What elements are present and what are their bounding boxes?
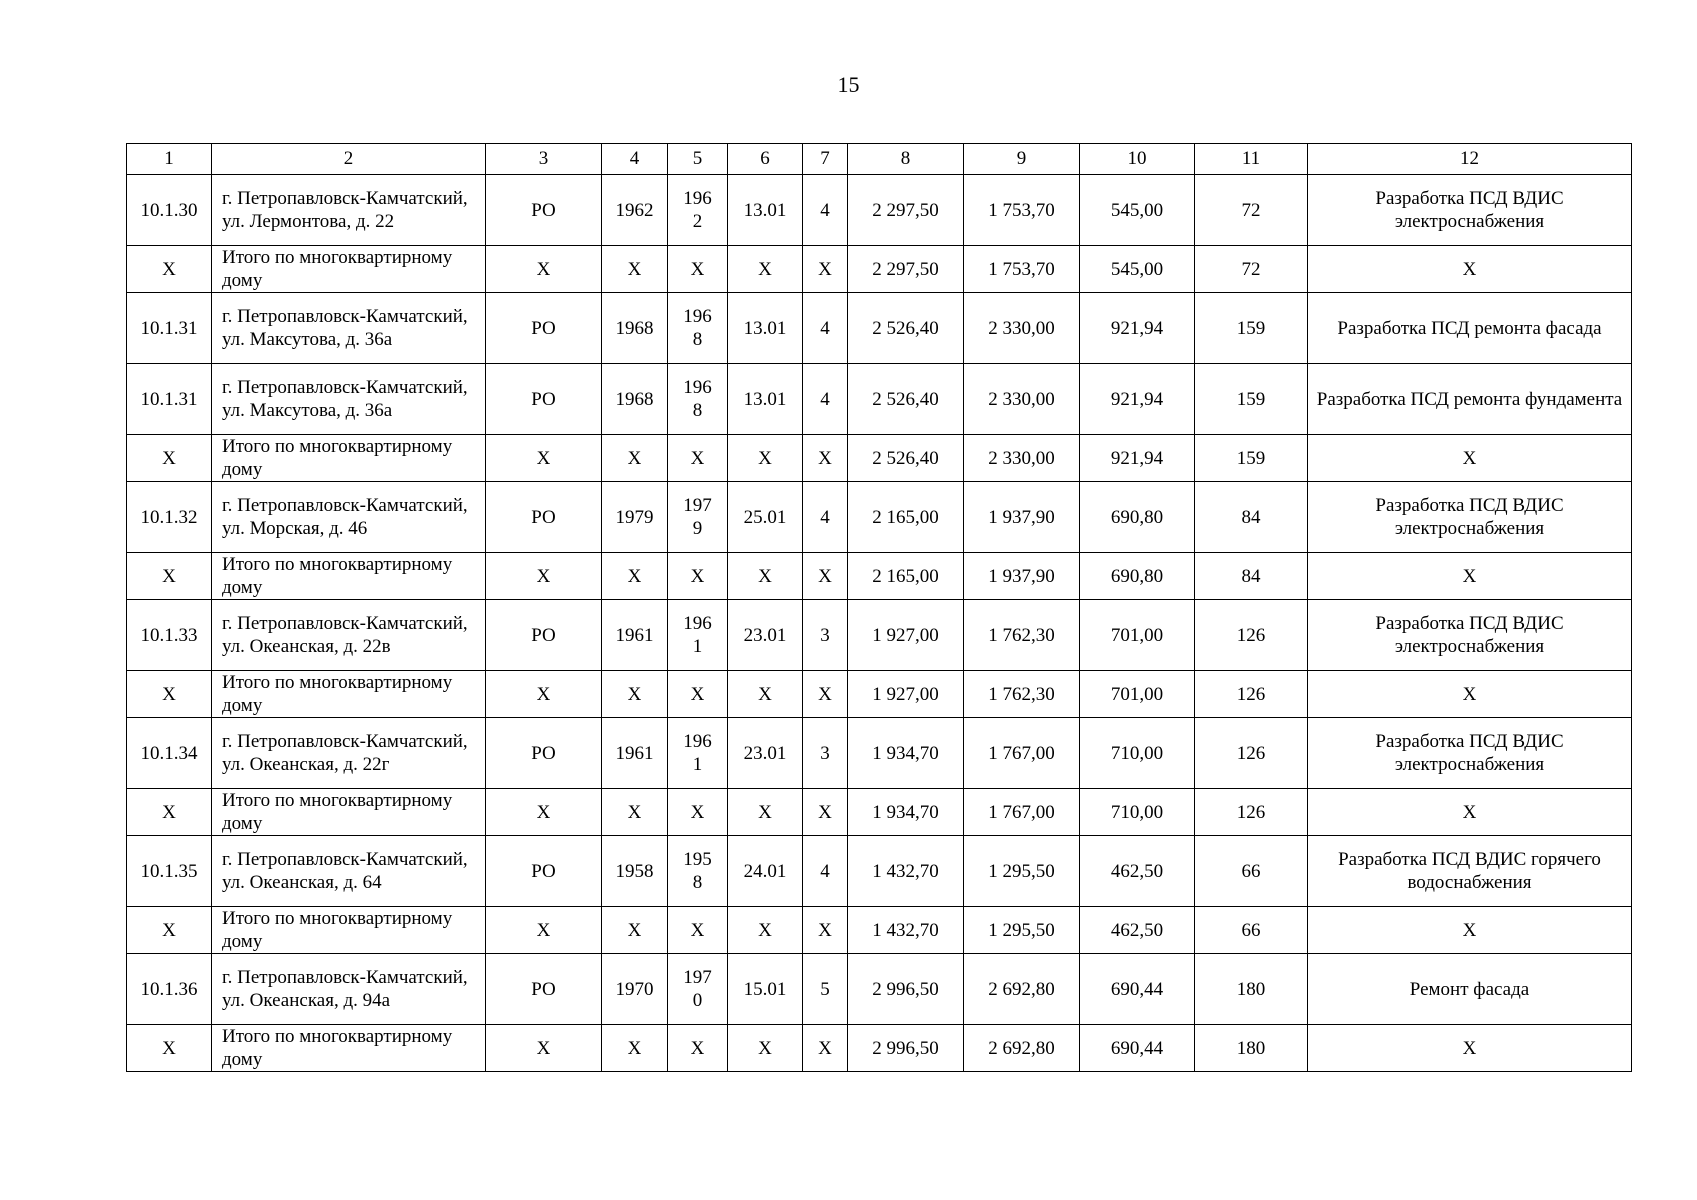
floors-cell: Х <box>803 907 848 954</box>
nonliving-area-cell: 710,00 <box>1080 789 1195 836</box>
nonliving-area-cell: 690,80 <box>1080 553 1195 600</box>
nonliving-area-cell: 462,50 <box>1080 907 1195 954</box>
floors-cell: Х <box>803 1025 848 1072</box>
floors-cell: 5 <box>803 954 848 1025</box>
nonliving-area-cell: 690,80 <box>1080 482 1195 553</box>
nonliving-area-cell: 921,94 <box>1080 293 1195 364</box>
work-type-cell: Разработка ПСД ВДИС электроснабжения <box>1308 175 1632 246</box>
owner-type-cell: РО <box>486 482 602 553</box>
code-cell: Х <box>728 435 803 482</box>
code-cell: 13.01 <box>728 364 803 435</box>
total-area-cell: 1 934,70 <box>848 718 964 789</box>
floors-cell: Х <box>803 553 848 600</box>
item-number-cell: Х <box>127 553 212 600</box>
year-commissioned-cell: 196 1 <box>668 718 728 789</box>
living-area-cell: 2 330,00 <box>964 293 1080 364</box>
table-row <box>127 482 1632 553</box>
subtotal-row <box>127 435 1632 482</box>
total-area-cell: 2 526,40 <box>848 435 964 482</box>
nonliving-area-cell: 710,00 <box>1080 718 1195 789</box>
nonliving-area-cell: 921,94 <box>1080 435 1195 482</box>
residents-cell: 126 <box>1195 671 1308 718</box>
year-built-cell: 1968 <box>602 293 668 364</box>
floors-cell: 4 <box>803 293 848 364</box>
address-cell: г. Петропавловск-Камчатский, ул. Океанская, д. 64 <box>212 836 486 907</box>
floors-cell: 4 <box>803 836 848 907</box>
total-area-cell: 1 927,00 <box>848 671 964 718</box>
code-cell: 13.01 <box>728 175 803 246</box>
work-type-cell: Разработка ПСД ремонта фундамента <box>1308 364 1632 435</box>
work-type-cell: Разработка ПСД ремонта фасада <box>1308 293 1632 364</box>
total-area-cell: 2 297,50 <box>848 175 964 246</box>
year-commissioned-cell: 197 0 <box>668 954 728 1025</box>
year-built-cell: Х <box>602 907 668 954</box>
work-type-cell: Х <box>1308 435 1632 482</box>
residents-cell: 159 <box>1195 435 1308 482</box>
nonliving-area-cell: 690,44 <box>1080 1025 1195 1072</box>
total-area-cell: 1 432,70 <box>848 907 964 954</box>
floors-cell: Х <box>803 435 848 482</box>
item-number-cell: 10.1.31 <box>127 293 212 364</box>
address-cell: Итого по многоквартирному дому <box>212 435 486 482</box>
code-cell: 23.01 <box>728 718 803 789</box>
code-cell: 24.01 <box>728 836 803 907</box>
work-type-cell: Х <box>1308 1025 1632 1072</box>
table-row <box>127 600 1632 671</box>
floors-cell: 3 <box>803 718 848 789</box>
owner-type-cell: РО <box>486 954 602 1025</box>
year-built-cell: 1961 <box>602 600 668 671</box>
work-type-cell: Х <box>1308 246 1632 293</box>
column-header: 4 <box>602 144 668 175</box>
year-built-cell: Х <box>602 553 668 600</box>
column-header: 6 <box>728 144 803 175</box>
code-cell: Х <box>728 907 803 954</box>
year-built-cell: Х <box>602 789 668 836</box>
address-cell: г. Петропавловск-Камчатский, ул. Океанская, д. 94а <box>212 954 486 1025</box>
residents-cell: 72 <box>1195 246 1308 293</box>
living-area-cell: 2 692,80 <box>964 954 1080 1025</box>
floors-cell: 4 <box>803 482 848 553</box>
nonliving-area-cell: 462,50 <box>1080 836 1195 907</box>
address-cell: Итого по многоквартирному дому <box>212 553 486 600</box>
nonliving-area-cell: 545,00 <box>1080 175 1195 246</box>
living-area-cell: 1 937,90 <box>964 553 1080 600</box>
total-area-cell: 2 526,40 <box>848 293 964 364</box>
year-commissioned-cell: Х <box>668 789 728 836</box>
total-area-cell: 2 297,50 <box>848 246 964 293</box>
year-built-cell: 1970 <box>602 954 668 1025</box>
address-cell: г. Петропавловск-Камчатский, ул. Морская, д. 46 <box>212 482 486 553</box>
item-number-cell: Х <box>127 907 212 954</box>
address-cell: Итого по многоквартирному дому <box>212 907 486 954</box>
residents-cell: 126 <box>1195 718 1308 789</box>
address-cell: г. Петропавловск-Камчатский, ул. Максутова, д. 36а <box>212 364 486 435</box>
living-area-cell: 1 753,70 <box>964 246 1080 293</box>
column-header: 3 <box>486 144 602 175</box>
table-row <box>127 293 1632 364</box>
year-commissioned-cell: 196 2 <box>668 175 728 246</box>
housing-register-table <box>126 143 1632 1072</box>
living-area-cell: 1 762,30 <box>964 600 1080 671</box>
residents-cell: 159 <box>1195 293 1308 364</box>
address-cell: Итого по многоквартирному дому <box>212 671 486 718</box>
work-type-cell: Х <box>1308 553 1632 600</box>
column-number-row <box>127 144 1632 175</box>
address-cell: Итого по многоквартирному дому <box>212 789 486 836</box>
year-commissioned-cell: 196 8 <box>668 293 728 364</box>
owner-type-cell: РО <box>486 600 602 671</box>
living-area-cell: 2 330,00 <box>964 435 1080 482</box>
total-area-cell: 2 165,00 <box>848 482 964 553</box>
code-cell: 25.01 <box>728 482 803 553</box>
table-row <box>127 175 1632 246</box>
year-built-cell: 1958 <box>602 836 668 907</box>
nonliving-area-cell: 701,00 <box>1080 671 1195 718</box>
year-commissioned-cell: Х <box>668 435 728 482</box>
living-area-cell: 1 295,50 <box>964 836 1080 907</box>
year-commissioned-cell: Х <box>668 907 728 954</box>
owner-type-cell: РО <box>486 175 602 246</box>
year-commissioned-cell: Х <box>668 553 728 600</box>
living-area-cell: 1 937,90 <box>964 482 1080 553</box>
code-cell: Х <box>728 789 803 836</box>
item-number-cell: 10.1.30 <box>127 175 212 246</box>
column-header: 11 <box>1195 144 1308 175</box>
year-commissioned-cell: 197 9 <box>668 482 728 553</box>
column-header: 8 <box>848 144 964 175</box>
total-area-cell: 2 996,50 <box>848 954 964 1025</box>
residents-cell: 126 <box>1195 789 1308 836</box>
residents-cell: 180 <box>1195 954 1308 1025</box>
column-header: 12 <box>1308 144 1632 175</box>
residents-cell: 84 <box>1195 553 1308 600</box>
year-built-cell: 1968 <box>602 364 668 435</box>
owner-type-cell: Х <box>486 671 602 718</box>
year-commissioned-cell: Х <box>668 671 728 718</box>
code-cell: 13.01 <box>728 293 803 364</box>
year-commissioned-cell: 195 8 <box>668 836 728 907</box>
floors-cell: 4 <box>803 175 848 246</box>
owner-type-cell: Х <box>486 246 602 293</box>
work-type-cell: Разработка ПСД ВДИС электроснабжения <box>1308 718 1632 789</box>
year-built-cell: Х <box>602 671 668 718</box>
address-cell: г. Петропавловск-Камчатский, ул. Максутова, д. 36а <box>212 293 486 364</box>
owner-type-cell: Х <box>486 1025 602 1072</box>
total-area-cell: 2 526,40 <box>848 364 964 435</box>
item-number-cell: Х <box>127 246 212 293</box>
subtotal-row <box>127 1025 1632 1072</box>
work-type-cell: Разработка ПСД ВДИС электроснабжения <box>1308 600 1632 671</box>
residents-cell: 66 <box>1195 907 1308 954</box>
code-cell: Х <box>728 1025 803 1072</box>
item-number-cell: 10.1.31 <box>127 364 212 435</box>
owner-type-cell: Х <box>486 553 602 600</box>
total-area-cell: 2 165,00 <box>848 553 964 600</box>
year-built-cell: 1961 <box>602 718 668 789</box>
page-number: 15 <box>837 72 860 97</box>
year-built-cell: 1962 <box>602 175 668 246</box>
table-row <box>127 836 1632 907</box>
owner-type-cell: РО <box>486 293 602 364</box>
floors-cell: Х <box>803 789 848 836</box>
total-area-cell: 2 996,50 <box>848 1025 964 1072</box>
column-header: 1 <box>127 144 212 175</box>
living-area-cell: 2 692,80 <box>964 1025 1080 1072</box>
nonliving-area-cell: 545,00 <box>1080 246 1195 293</box>
living-area-cell: 1 767,00 <box>964 789 1080 836</box>
item-number-cell: 10.1.36 <box>127 954 212 1025</box>
residents-cell: 159 <box>1195 364 1308 435</box>
column-header: 7 <box>803 144 848 175</box>
residents-cell: 126 <box>1195 600 1308 671</box>
year-commissioned-cell: Х <box>668 1025 728 1072</box>
address-cell: Итого по многоквартирному дому <box>212 1025 486 1072</box>
year-built-cell: 1979 <box>602 482 668 553</box>
living-area-cell: 1 295,50 <box>964 907 1080 954</box>
table-row <box>127 718 1632 789</box>
item-number-cell: Х <box>127 1025 212 1072</box>
living-area-cell: 1 762,30 <box>964 671 1080 718</box>
column-header: 2 <box>212 144 486 175</box>
owner-type-cell: Х <box>486 907 602 954</box>
table-row <box>127 954 1632 1025</box>
item-number-cell: Х <box>127 435 212 482</box>
address-cell: г. Петропавловск-Камчатский, ул. Лермонтова, д. 22 <box>212 175 486 246</box>
code-cell: 23.01 <box>728 600 803 671</box>
item-number-cell: 10.1.35 <box>127 836 212 907</box>
item-number-cell: Х <box>127 671 212 718</box>
residents-cell: 84 <box>1195 482 1308 553</box>
nonliving-area-cell: 921,94 <box>1080 364 1195 435</box>
year-built-cell: Х <box>602 246 668 293</box>
table-row <box>127 364 1632 435</box>
year-commissioned-cell: 196 8 <box>668 364 728 435</box>
total-area-cell: 1 432,70 <box>848 836 964 907</box>
item-number-cell: 10.1.32 <box>127 482 212 553</box>
living-area-cell: 2 330,00 <box>964 364 1080 435</box>
work-type-cell: Ремонт фасада <box>1308 954 1632 1025</box>
subtotal-row <box>127 789 1632 836</box>
code-cell: 15.01 <box>728 954 803 1025</box>
nonliving-area-cell: 690,44 <box>1080 954 1195 1025</box>
column-header: 5 <box>668 144 728 175</box>
owner-type-cell: Х <box>486 435 602 482</box>
column-header: 10 <box>1080 144 1195 175</box>
owner-type-cell: РО <box>486 836 602 907</box>
year-commissioned-cell: Х <box>668 246 728 293</box>
code-cell: Х <box>728 246 803 293</box>
work-type-cell: Х <box>1308 907 1632 954</box>
floors-cell: Х <box>803 246 848 293</box>
column-header: 9 <box>964 144 1080 175</box>
year-built-cell: Х <box>602 1025 668 1072</box>
owner-type-cell: РО <box>486 718 602 789</box>
subtotal-row <box>127 671 1632 718</box>
code-cell: Х <box>728 553 803 600</box>
subtotal-row <box>127 553 1632 600</box>
work-type-cell: Разработка ПСД ВДИС электроснабжения <box>1308 482 1632 553</box>
residents-cell: 66 <box>1195 836 1308 907</box>
total-area-cell: 1 927,00 <box>848 600 964 671</box>
work-type-cell: Разработка ПСД ВДИС горячего водоснабжения <box>1308 836 1632 907</box>
residents-cell: 72 <box>1195 175 1308 246</box>
owner-type-cell: РО <box>486 364 602 435</box>
year-commissioned-cell: 196 1 <box>668 600 728 671</box>
residents-cell: 180 <box>1195 1025 1308 1072</box>
item-number-cell: 10.1.34 <box>127 718 212 789</box>
address-cell: Итого по многоквартирному дому <box>212 246 486 293</box>
floors-cell: 4 <box>803 364 848 435</box>
living-area-cell: 1 753,70 <box>964 175 1080 246</box>
owner-type-cell: Х <box>486 789 602 836</box>
code-cell: Х <box>728 671 803 718</box>
total-area-cell: 1 934,70 <box>848 789 964 836</box>
work-type-cell: Х <box>1308 789 1632 836</box>
item-number-cell: Х <box>127 789 212 836</box>
year-built-cell: Х <box>602 435 668 482</box>
address-cell: г. Петропавловск-Камчатский, ул. Океанская, д. 22г <box>212 718 486 789</box>
nonliving-area-cell: 701,00 <box>1080 600 1195 671</box>
floors-cell: 3 <box>803 600 848 671</box>
work-type-cell: Х <box>1308 671 1632 718</box>
subtotal-row <box>127 246 1632 293</box>
subtotal-row <box>127 907 1632 954</box>
floors-cell: Х <box>803 671 848 718</box>
item-number-cell: 10.1.33 <box>127 600 212 671</box>
living-area-cell: 1 767,00 <box>964 718 1080 789</box>
address-cell: г. Петропавловск-Камчатский, ул. Океанская, д. 22в <box>212 600 486 671</box>
